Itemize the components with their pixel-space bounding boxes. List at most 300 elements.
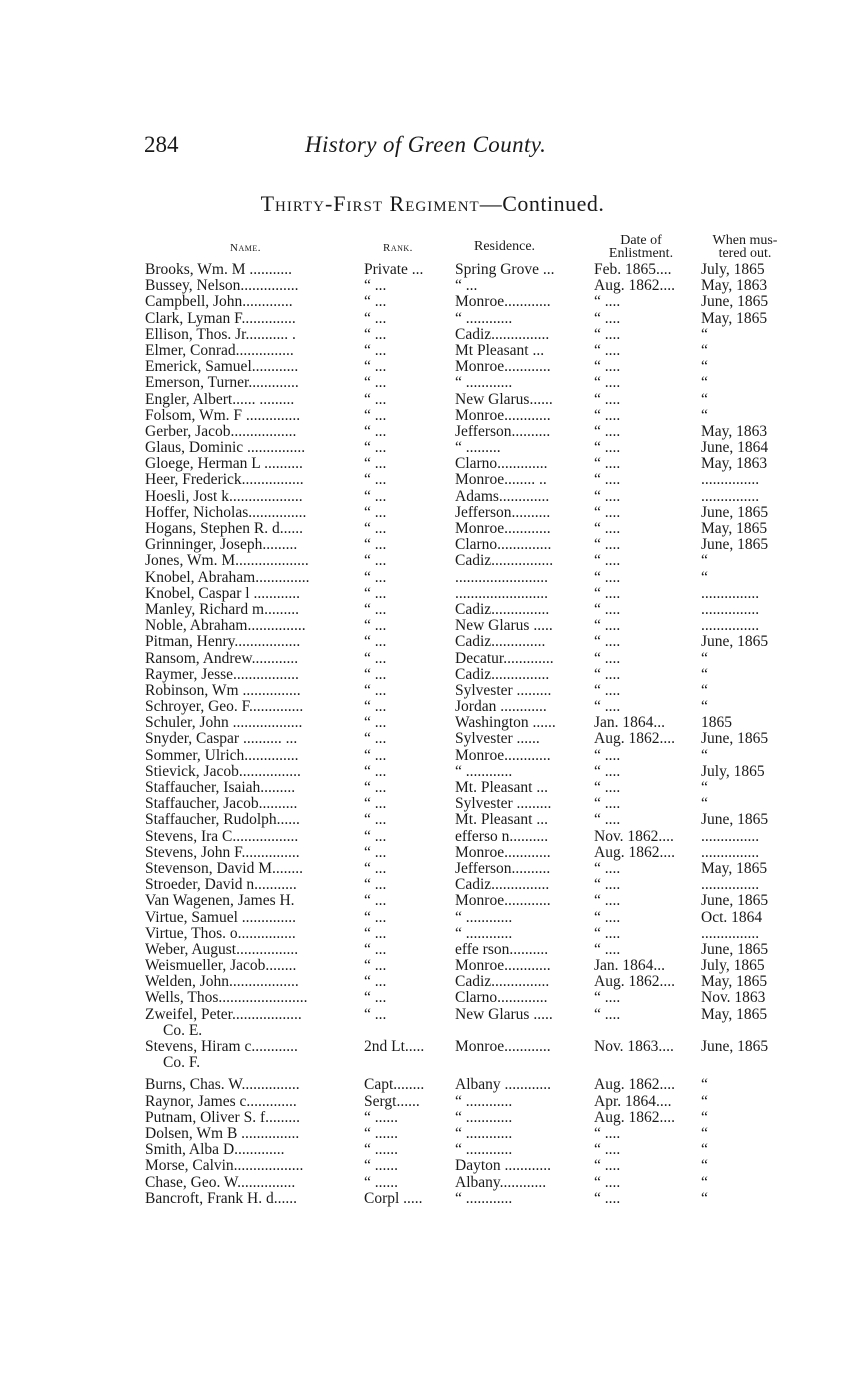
table-row xyxy=(0,812,865,828)
mustered-out-cell: ............... xyxy=(701,877,760,894)
enlistment-date-cell: “ .... xyxy=(594,796,621,813)
table-row xyxy=(0,974,865,990)
residence-cell: Monroe........ .. xyxy=(455,472,547,489)
residence-cell: Cadiz............... xyxy=(455,601,550,618)
table-row xyxy=(0,440,865,456)
rank-cell: “ ... xyxy=(364,1006,387,1023)
mustered-out-cell: “ xyxy=(701,796,708,813)
mustered-out-cell: ............... xyxy=(701,488,760,505)
residence-cell: “ ............ xyxy=(455,1190,513,1207)
enlistment-date-cell: “ .... xyxy=(594,650,621,667)
name-cell: Stevens, Hiram c............ xyxy=(145,1039,298,1055)
rank-cell: “ ... xyxy=(364,925,387,942)
roster-table xyxy=(0,262,865,1207)
table-row xyxy=(0,505,865,521)
mustered-out-cell: May, 1865 xyxy=(701,860,768,877)
mustered-out-cell: ............... xyxy=(701,844,760,861)
mustered-out-cell: May, 1863 xyxy=(701,278,768,295)
rank-cell: “ ... xyxy=(364,488,387,505)
name-cell: Heer, Frederick................ xyxy=(145,472,304,489)
rank-cell: “ ... xyxy=(364,569,387,586)
residence-cell: ........................ xyxy=(455,585,548,602)
enlistment-date-cell: Jan. 1864... xyxy=(594,958,666,975)
mustered-out-cell: “ xyxy=(701,326,708,343)
table-row xyxy=(0,715,865,731)
residence-cell: Albany ............ xyxy=(455,1077,552,1094)
residence-cell: Monroe............ xyxy=(455,893,551,910)
mustered-out-cell: “ xyxy=(701,1077,708,1094)
mustered-out-cell: July, 1865 xyxy=(701,763,765,780)
mustered-out-cell: “ xyxy=(701,747,708,764)
rank-cell: “ ... xyxy=(364,860,387,877)
section-title xyxy=(0,191,865,217)
column-header-rank: Rank. xyxy=(383,242,413,254)
table-row xyxy=(0,343,865,359)
residence-cell: Spring Grove ... xyxy=(455,262,555,278)
name-cell: Glaus, Dominic ............... xyxy=(145,440,306,457)
enlistment-date-cell: Aug. 1862.... xyxy=(594,731,675,748)
table-row xyxy=(0,359,865,375)
enlistment-date-cell: “ .... xyxy=(594,877,621,894)
enlistment-date-cell: Nov. 1863.... xyxy=(594,1039,674,1055)
enlistment-date-cell: “ .... xyxy=(594,941,621,958)
mustered-out-cell: “ xyxy=(701,375,708,392)
table-row xyxy=(0,408,865,424)
name-cell: Elmer, Conrad............... xyxy=(145,342,294,359)
residence-cell: Monroe............ xyxy=(455,844,551,861)
name-cell: Raynor, James c............. xyxy=(145,1093,297,1110)
mustered-out-cell: June, 1865 xyxy=(701,504,769,521)
mustered-out-cell: ............... xyxy=(701,472,760,489)
enlistment-date-cell: Aug. 1862.... xyxy=(594,1077,675,1094)
enlistment-date-cell: “ .... xyxy=(594,812,621,829)
name-cell: Welden, John.................. xyxy=(145,974,299,991)
mustered-out-cell: ............... xyxy=(701,601,760,618)
enlistment-date-cell: “ .... xyxy=(594,553,621,570)
enlistment-date-cell: Aug. 1862.... xyxy=(594,1109,675,1126)
table-row xyxy=(0,748,865,764)
table-row xyxy=(0,1007,865,1023)
rank-cell: “ ... xyxy=(364,634,387,651)
rank-cell: “ ... xyxy=(364,504,387,521)
name-cell: Hoffer, Nicholas............... xyxy=(145,504,307,521)
enlistment-date-cell: “ .... xyxy=(594,569,621,586)
table-row xyxy=(0,1175,865,1191)
table-row xyxy=(0,1158,865,1174)
enlistment-date-cell: Apr. 1864.... xyxy=(594,1093,672,1110)
mustered-out-cell: “ xyxy=(701,359,708,376)
enlistment-date-cell: “ .... xyxy=(594,634,621,651)
enlistment-date-cell: “ .... xyxy=(594,537,621,554)
mustered-out-cell: June, 1865 xyxy=(701,893,769,910)
rank-cell: “ ... xyxy=(364,747,387,764)
table-row xyxy=(0,456,865,472)
enlistment-date-cell: “ .... xyxy=(594,359,621,376)
mustered-out-cell: June, 1865 xyxy=(701,634,769,651)
column-header-name: Name. xyxy=(230,242,261,254)
enlistment-date-cell: “ .... xyxy=(594,1006,621,1023)
mustered-out-cell: “ xyxy=(701,569,708,586)
name-cell: Brooks, Wm. M ........... xyxy=(145,262,292,278)
enlistment-date-cell: Aug. 1862.... xyxy=(594,974,675,991)
table-row xyxy=(0,829,865,845)
rank-cell: Capt........ xyxy=(364,1077,425,1094)
name-cell: Gerber, Jacob................. xyxy=(145,423,297,440)
name-cell: Putnam, Oliver S. f......... xyxy=(145,1109,300,1126)
mustered-out-cell: June, 1865 xyxy=(701,731,769,748)
residence-cell: “ ......... xyxy=(455,440,501,457)
table-row xyxy=(0,553,865,569)
residence-cell: Clarno.............. xyxy=(455,537,552,554)
table-row xyxy=(0,634,865,650)
mustered-out-cell: “ xyxy=(701,780,708,796)
residence-cell: Monroe............ xyxy=(455,407,551,424)
rank-cell: “ ... xyxy=(364,391,387,408)
rank-cell: “ ... xyxy=(364,958,387,975)
name-cell: Burns, Chas. W............... xyxy=(145,1077,300,1094)
enlistment-date-cell: “ .... xyxy=(594,666,621,683)
mustered-out-cell: “ xyxy=(701,682,708,699)
section-title-main: Thirty-First Regiment xyxy=(260,191,480,216)
mustered-out-cell: June, 1865 xyxy=(701,537,769,554)
table-row xyxy=(0,764,865,780)
table-row xyxy=(0,586,865,602)
column-header-mustered-out xyxy=(698,234,792,260)
enlistment-date-cell: “ .... xyxy=(594,375,621,392)
rank-cell: “ ... xyxy=(364,909,387,926)
mustered-out-cell: ............... xyxy=(701,618,760,635)
rank-cell: “ ... xyxy=(364,326,387,343)
residence-cell: Mt Pleasant ... xyxy=(455,342,545,359)
enlistment-date-cell: “ .... xyxy=(594,699,621,716)
rank-cell: “ ...... xyxy=(364,1109,399,1126)
name-cell: Morse, Calvin.................. xyxy=(145,1158,304,1175)
residence-cell: Monroe............ xyxy=(455,521,551,537)
table-row xyxy=(0,877,865,893)
name-cell: Emerson, Turner............. xyxy=(145,375,299,392)
rank-cell: “ ... xyxy=(364,812,387,829)
table-row xyxy=(0,796,865,812)
enlistment-date-cell: “ .... xyxy=(594,407,621,424)
table-row xyxy=(0,731,865,747)
table-row xyxy=(0,845,865,861)
enlistment-date-cell: “ .... xyxy=(594,294,621,311)
mustered-out-cell: May, 1865 xyxy=(701,310,768,327)
mustered-out-cell: June, 1865 xyxy=(701,812,769,829)
name-cell: Stroeder, David n........... xyxy=(145,877,297,894)
table-row xyxy=(0,570,865,586)
mustered-out-cell: “ xyxy=(701,1174,708,1191)
table-row xyxy=(0,294,865,310)
rank-cell: “ ... xyxy=(364,796,387,813)
mustered-out-cell: June, 1865 xyxy=(701,941,769,958)
rank-cell: “ ... xyxy=(364,440,387,457)
residence-cell: Cadiz............... xyxy=(455,326,550,343)
rank-cell: “ ... xyxy=(364,828,387,845)
mustered-out-cell: “ xyxy=(701,650,708,667)
residence-cell: Clarno............. xyxy=(455,456,548,473)
rank-cell: “ ... xyxy=(364,359,387,376)
residence-cell: effe rson.......... xyxy=(455,941,549,958)
residence-cell: Sylvester ...... xyxy=(455,731,540,748)
residence-cell: Cadiz................ xyxy=(455,553,554,570)
enlistment-date-cell: “ .... xyxy=(594,1190,621,1207)
name-cell: Grinninger, Joseph......... xyxy=(145,537,298,554)
name-cell: Zweifel, Peter.................. xyxy=(145,1006,302,1023)
name-cell: Bancroft, Frank H. d...... xyxy=(145,1190,297,1207)
residence-cell: Jefferson.......... xyxy=(455,423,551,440)
company-label-row xyxy=(0,1055,865,1071)
column-header-mustered-line2: tered out. xyxy=(718,246,772,261)
residence-cell: “ ............ xyxy=(455,909,513,926)
residence-cell: New Glarus ..... xyxy=(455,1006,553,1023)
residence-cell: “ ............ xyxy=(455,763,513,780)
table-row xyxy=(0,667,865,683)
name-cell: Hoesli, Jost k................... xyxy=(145,488,303,505)
rank-cell: “ ... xyxy=(364,715,387,732)
column-header-enlistment-line1: Date of xyxy=(620,233,662,248)
name-cell: Bussey, Nelson............... xyxy=(145,278,299,295)
rank-cell: 2nd Lt..... xyxy=(364,1039,425,1055)
residence-cell: “ ............ xyxy=(455,925,513,942)
mustered-out-cell: “ xyxy=(701,1190,708,1207)
residence-cell: efferso n.......... xyxy=(455,828,549,845)
rank-cell: “ ... xyxy=(364,780,387,796)
table-row xyxy=(0,537,865,553)
rank-cell: Corpl ..... xyxy=(364,1190,423,1207)
rank-cell: “ ... xyxy=(364,990,387,1007)
table-row xyxy=(0,1126,865,1142)
residence-cell: “ ............ xyxy=(455,375,513,392)
enlistment-date-cell: Nov. 1862.... xyxy=(594,828,674,845)
mustered-out-cell: May, 1865 xyxy=(701,1006,768,1023)
mustered-out-cell: May, 1865 xyxy=(701,974,768,991)
residence-cell: Monroe............ xyxy=(455,747,551,764)
table-row xyxy=(0,424,865,440)
enlistment-date-cell: Aug. 1862.... xyxy=(594,844,675,861)
company-label: Co. F. xyxy=(163,1054,201,1072)
residence-cell: Sylvester ......... xyxy=(455,682,552,699)
table-row xyxy=(0,311,865,327)
table-row xyxy=(0,861,865,877)
rank-cell: “ ... xyxy=(364,342,387,359)
name-cell: Ellison, Thos. Jr........... . xyxy=(145,326,296,343)
enlistment-date-cell: “ .... xyxy=(594,925,621,942)
mustered-out-cell: “ xyxy=(701,1158,708,1175)
table-row xyxy=(0,472,865,488)
mustered-out-cell: May, 1863 xyxy=(701,456,768,473)
mustered-out-cell: “ xyxy=(701,391,708,408)
mustered-out-cell: “ xyxy=(701,1125,708,1142)
mustered-out-cell: “ xyxy=(701,1109,708,1126)
table-row xyxy=(0,958,865,974)
table-row xyxy=(0,278,865,294)
enlistment-date-cell: “ .... xyxy=(594,990,621,1007)
rank-cell: “ ... xyxy=(364,537,387,554)
table-row xyxy=(0,1110,865,1126)
table-row xyxy=(0,1142,865,1158)
name-cell: Emerick, Samuel............ xyxy=(145,359,299,376)
rank-cell: “ ... xyxy=(364,763,387,780)
table-row xyxy=(0,602,865,618)
table-row xyxy=(0,1094,865,1110)
name-cell: Stevenson, David M........ xyxy=(145,860,304,877)
name-cell: Hogans, Stephen R. d...... xyxy=(145,521,304,537)
residence-cell: Dayton ............ xyxy=(455,1158,552,1175)
name-cell: Staffaucher, Rudolph...... xyxy=(145,812,300,829)
enlistment-date-cell: “ .... xyxy=(594,860,621,877)
residence-cell: Washington ...... xyxy=(455,715,556,732)
enlistment-date-cell: “ .... xyxy=(594,601,621,618)
table-row xyxy=(0,651,865,667)
residence-cell: “ ............ xyxy=(455,1093,513,1110)
rank-cell: “ ... xyxy=(364,472,387,489)
enlistment-date-cell: “ .... xyxy=(594,585,621,602)
name-cell: Folsom, Wm. F .............. xyxy=(145,407,301,424)
enlistment-date-cell: “ .... xyxy=(594,1174,621,1191)
enlistment-date-cell: “ .... xyxy=(594,1125,621,1142)
name-cell: Pitman, Henry................. xyxy=(145,634,301,651)
column-header-mustered-line1: When mus- xyxy=(712,233,778,248)
table-row xyxy=(0,683,865,699)
enlistment-date-cell: “ .... xyxy=(594,1158,621,1175)
name-cell: Jones, Wm. M................... xyxy=(145,553,309,570)
enlistment-date-cell: “ .... xyxy=(594,488,621,505)
rank-cell: “ ... xyxy=(364,423,387,440)
mustered-out-cell: “ xyxy=(701,1093,708,1110)
enlistment-date-cell: “ .... xyxy=(594,342,621,359)
name-cell: Gloege, Herman L .......... xyxy=(145,456,303,473)
enlistment-date-cell: “ .... xyxy=(594,618,621,635)
table-row xyxy=(0,699,865,715)
enlistment-date-cell: “ .... xyxy=(594,391,621,408)
residence-cell: “ ............ xyxy=(455,1142,513,1159)
name-cell: Dolsen, Wm B ............... xyxy=(145,1125,300,1142)
name-cell: Raymer, Jesse................. xyxy=(145,666,299,683)
enlistment-date-cell: “ .... xyxy=(594,747,621,764)
company-label-row xyxy=(0,1023,865,1039)
enlistment-date-cell: Jan. 1864... xyxy=(594,715,666,732)
mustered-out-cell: Nov. 1863 xyxy=(701,990,766,1007)
residence-cell: Mt. Pleasant ... xyxy=(455,812,548,829)
mustered-out-cell: Oct. 1864 xyxy=(701,909,763,926)
table-row xyxy=(0,262,865,278)
rank-cell: “ ... xyxy=(364,294,387,311)
rank-cell: “ ... xyxy=(364,601,387,618)
page-header xyxy=(0,132,865,164)
name-cell: Virtue, Thos. o............... xyxy=(145,925,296,942)
name-cell: Staffaucher, Jacob.......... xyxy=(145,796,298,813)
mustered-out-cell: July, 1865 xyxy=(701,262,765,278)
residence-cell: “ ............ xyxy=(455,1125,513,1142)
mustered-out-cell: “ xyxy=(701,553,708,570)
column-header-residence: Residence. xyxy=(474,239,536,254)
table-row xyxy=(0,1077,865,1093)
name-cell: Snyder, Caspar .......... ... xyxy=(145,731,298,748)
mustered-out-cell: ............... xyxy=(701,828,760,845)
table-row xyxy=(0,910,865,926)
residence-cell: “ ... xyxy=(455,278,478,295)
mustered-out-cell: “ xyxy=(701,666,708,683)
name-cell: Knobel, Caspar l ............ xyxy=(145,585,300,602)
name-cell: Weber, August................ xyxy=(145,941,299,958)
residence-cell: Jordan ............ xyxy=(455,699,547,716)
residence-cell: New Glarus ..... xyxy=(455,618,553,635)
residence-cell: Jefferson.......... xyxy=(455,860,551,877)
enlistment-date-cell: Feb. 1865.... xyxy=(594,262,672,278)
name-cell: Robinson, Wm ............... xyxy=(145,682,301,699)
name-cell: Stevens, John F............... xyxy=(145,844,300,861)
table-row xyxy=(0,1039,865,1055)
residence-cell: Jefferson.......... xyxy=(455,504,551,521)
rank-cell: “ ... xyxy=(364,682,387,699)
table-row xyxy=(0,392,865,408)
residence-cell: Albany............ xyxy=(455,1174,547,1191)
rank-cell: “ ... xyxy=(364,893,387,910)
residence-cell: Adams............. xyxy=(455,488,550,505)
enlistment-date-cell: “ .... xyxy=(594,472,621,489)
mustered-out-cell: ............... xyxy=(701,925,760,942)
mustered-out-cell: June, 1864 xyxy=(701,440,769,457)
mustered-out-cell: May, 1865 xyxy=(701,521,768,537)
mustered-out-cell: 1865 xyxy=(701,715,732,732)
rank-cell: “ ... xyxy=(364,877,387,894)
rank-cell: “ ...... xyxy=(364,1174,399,1191)
mustered-out-cell: “ xyxy=(701,407,708,424)
rank-cell: “ ... xyxy=(364,666,387,683)
enlistment-date-cell: “ .... xyxy=(594,423,621,440)
rank-cell: “ ...... xyxy=(364,1125,399,1142)
residence-cell: Cadiz.............. xyxy=(455,634,546,651)
company-label: Co. E. xyxy=(163,1021,203,1039)
rank-cell: “ ...... xyxy=(364,1158,399,1175)
rank-cell: “ ... xyxy=(364,974,387,991)
residence-cell: New Glarus...... xyxy=(455,391,553,408)
rank-cell: “ ...... xyxy=(364,1142,399,1159)
rank-cell: “ ... xyxy=(364,521,387,537)
residence-cell: Cadiz............... xyxy=(455,877,550,894)
rank-cell: “ ... xyxy=(364,278,387,295)
residence-cell: Mt. Pleasant ... xyxy=(455,780,548,796)
enlistment-date-cell: “ .... xyxy=(594,1142,621,1159)
running-title: History of Green County. xyxy=(305,132,547,157)
name-cell: Noble, Abraham............... xyxy=(145,618,306,635)
enlistment-date-cell: “ .... xyxy=(594,682,621,699)
table-row xyxy=(0,990,865,1006)
table-row xyxy=(0,327,865,343)
mustered-out-cell: “ xyxy=(701,1142,708,1159)
residence-cell: Monroe............ xyxy=(455,294,551,311)
rank-cell: “ ... xyxy=(364,731,387,748)
mustered-out-cell: “ xyxy=(701,342,708,359)
table-row xyxy=(0,521,865,537)
name-cell: Schroyer, Geo. F.............. xyxy=(145,699,304,716)
table-row xyxy=(0,942,865,958)
enlistment-date-cell: “ .... xyxy=(594,521,621,537)
rank-cell: “ ... xyxy=(364,407,387,424)
enlistment-date-cell: “ .... xyxy=(594,310,621,327)
enlistment-date-cell: “ .... xyxy=(594,909,621,926)
table-row xyxy=(0,1191,865,1207)
mustered-out-cell: June, 1865 xyxy=(701,294,769,311)
table-row xyxy=(0,926,865,942)
rank-cell: “ ... xyxy=(364,375,387,392)
table-row xyxy=(0,893,865,909)
rank-cell: “ ... xyxy=(364,618,387,635)
column-header-enlistment-date xyxy=(588,234,694,260)
page-number: 284 xyxy=(144,132,179,157)
residence-cell: Clarno............. xyxy=(455,990,548,1007)
